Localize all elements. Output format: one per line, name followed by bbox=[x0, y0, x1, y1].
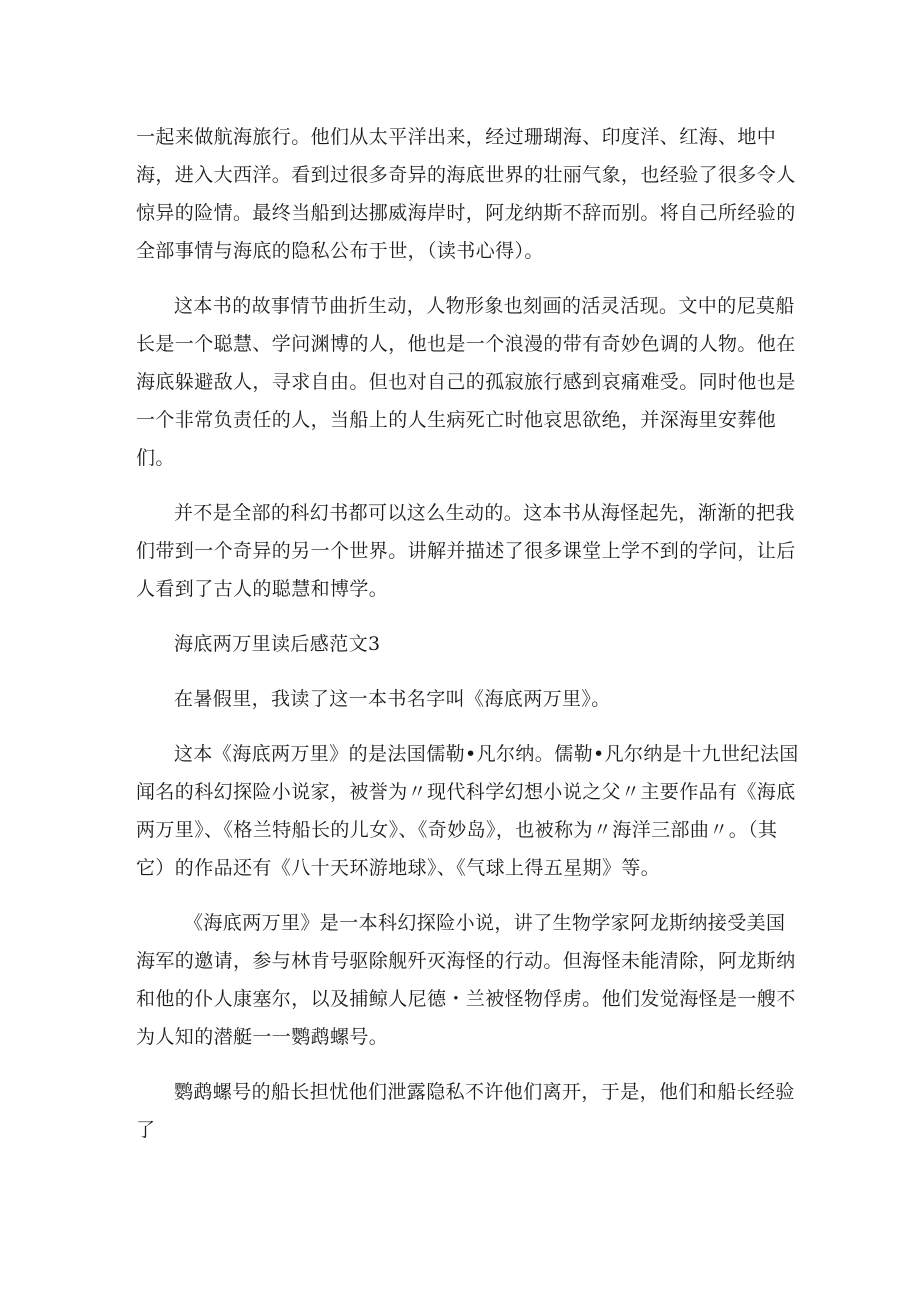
paragraph-summer-reading: 在暑假里，我读了这一本书名字叫《海底两万里》。 bbox=[174, 688, 611, 710]
paragraph-scifi-comment: 并不是全部的科幻书都可以这么生动的。这本书从海怪起先，渐渐的把我们带到一个奇异的另一个世界。讲解并描述了很多课堂上学不到的学问，让后人看到了古人的聪慧和博学。 bbox=[136, 502, 796, 600]
paragraph-voyage: 一起来做航海旅行。他们从太平洋出来，经过珊瑚海、印度洋、红海、地中海，进入大西洋。看到过很多奇异的海底世界的壮丽气象，也经验了很多令人惊异的险情。最终当船到达挪威海岸时，阿龙纳斯不辞而别。将自己所经验的全部事情与海底的隐私公布于世，（读书心得）。 bbox=[136, 126, 796, 262]
section-heading: 海底两万里读后感范文3 bbox=[174, 633, 381, 655]
paragraph-author-intro: 这本《海底两万里》的是法国儒勒•凡尔纳。儒勒•凡尔纳是十九世纪法国闻名的科幻探险小说家，被誉为〃现代科学幻想小说之父〃主要作品有《海底两万里》、《格兰特船长的儿女》、《奇妙岛》，也被称为〃海洋三部曲〃。（其它）的作品还有《八十天环游地球》、《气球上得五星期》等。 bbox=[136, 743, 799, 879]
paragraph-nautilus: 鹦鹉螺号的船长担忧他们泄露隐私不许他们离开，于是，他们和船长经验了 bbox=[136, 1081, 795, 1141]
paragraph-plot-summary: 《海底两万里》是一本科幻探险小说，讲了生物学家阿龙斯纳接受美国海军的邀请，参与林肯号驱除舰歼灭海怪的行动。但海怪未能清除，阿龙斯纳和他的仆人康塞尔，以及捕鲸人尼德・兰被怪物俘虏。他们发觉海怪是一艘不为人知的潜艇一一鹦鹉螺号。 bbox=[136, 912, 796, 1048]
paragraph-story-review: 这本书的故事情节曲折生动，人物形象也刻画的活灵活现。文中的尼莫船长是一个聪慧、学问渊博的人，他也是一个浪漫的带有奇妙色调的人物。他在海底躲避敌人，寻求自由。但也对自己的孤寂旅行感到哀痛难受。同时他也是一个非常负责任的人，当船上的人生病死亡时他哀思欲绝，并深海里安葬他们。 bbox=[136, 295, 796, 469]
document-body bbox=[136, 118, 800, 1166]
